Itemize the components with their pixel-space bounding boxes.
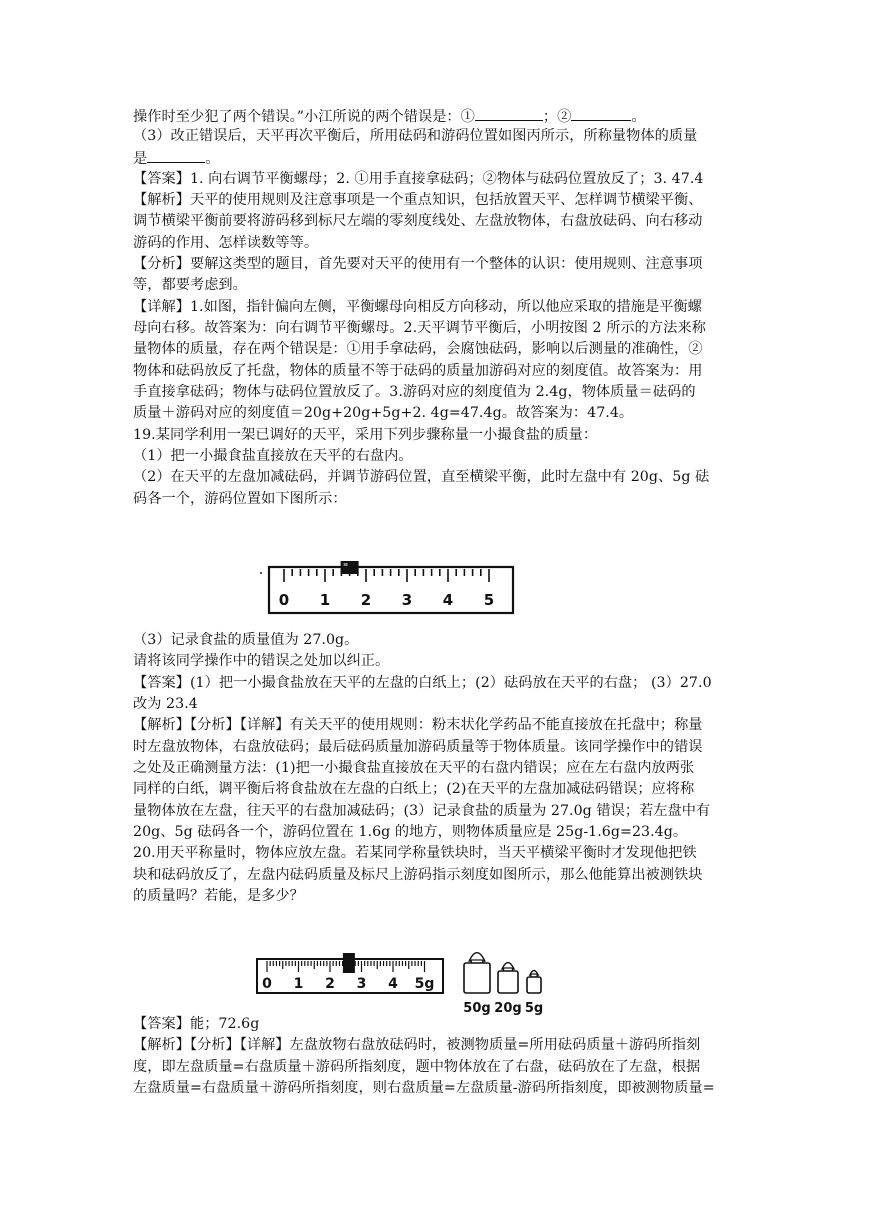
scale-label: 0 xyxy=(262,976,272,992)
text-line: 等，都要考虑到。 xyxy=(133,277,247,293)
answer-blank xyxy=(571,106,631,121)
text-line: （3）记录食盐的质量值为 27.0g。 xyxy=(133,632,359,648)
text-line: 时左盘放物体，右盘放砝码；最后砝码质量加游码质量等于物体质量。该同学操作中的错误 xyxy=(133,739,703,755)
scale-label: 0 xyxy=(278,591,290,609)
rider-marker xyxy=(341,561,359,574)
rider-scale-figure-2 xyxy=(252,935,552,1019)
weight-label: 50g xyxy=(463,1001,491,1015)
text-line: 【详解】1.如图，指针偏向左侧，平衡螺母向相反方向移动，所以他应采取的措施是平衡螺 xyxy=(133,299,702,315)
rider-highlight xyxy=(344,563,348,566)
text-line: 是 。 xyxy=(133,148,220,168)
text-line: 码各一个，游码位置如下图所示： xyxy=(133,491,347,507)
text-line: 游码的作用、怎样读数等等。 xyxy=(133,235,319,251)
scale-label: 4 xyxy=(388,976,398,992)
scale-label: 3 xyxy=(356,976,367,992)
rider-marker xyxy=(343,953,355,973)
text-line: 【答案】1. 向右调节平衡螺母；2. ①用手直接拿砝码；②物体与砝码位置放反了；3. 47.4 xyxy=(133,171,704,187)
text-line: 度，即左盘质量=右盘质量＋游码所指刻度，题中物体放在了右盘，砝码放在了左盘，根据 xyxy=(133,1059,701,1075)
text-line: 【解析】【分析】【详解】有关天平的使用规则：粉末状化学药品不能直接放在托盘中；称量 xyxy=(133,717,703,733)
rider-scale-figure-1 xyxy=(255,555,525,623)
text-line: 左盘质量=右盘质量＋游码所指刻度，则右盘质量=左盘质量-游码所指刻度，即被测物质量= xyxy=(133,1080,715,1096)
text-line: 改为 23.4 xyxy=(133,696,198,712)
text-line: 【解析】天平的使用规则及注意事项是一个重点知识，包括放置天平、怎样调节横梁平衡、 xyxy=(133,192,703,208)
text-line: 【解析】【分析】【详解】左盘放物右盘放砝码时，被测物质量=所用砝码质量＋游码所指刻 xyxy=(133,1037,701,1053)
weight-5g xyxy=(525,971,543,1015)
text-line: （1）把一小撮食盐直接放在天平的右盘内。 xyxy=(133,448,413,464)
text-line: 20g、5g 砝码各一个，游码位置在 1.6g 的地方，则物体质量应是 25g-1.6g=23.4g。 xyxy=(133,824,688,840)
text-line: 调节横梁平衡前要将游码移到标尺左端的零刻度线处、左盘放物体，右盘放砝码、向右移动 xyxy=(133,213,703,229)
rider-scale-with-weights xyxy=(252,935,552,1015)
scale-label: 1 xyxy=(293,976,304,992)
text-line: 同样的白纸，调平衡后将食盐放在左盘的白纸上；(2)在天平的左盘加减砝码错误；应将称 xyxy=(133,781,695,797)
weight-label: 5g xyxy=(524,1001,544,1015)
scale-label: 2 xyxy=(325,976,335,992)
scale-label: 5 xyxy=(483,591,495,609)
text-line: 【分析】要解这类型的题目，首先要对天平的使用有一个整体的认识：使用规则、注意事项 xyxy=(133,256,703,272)
text-line: 的质量吗？若能，是多少？ xyxy=(133,888,304,904)
scale-label: 2 xyxy=(360,591,372,609)
text-line: 请将该同学操作中的错误之处加以纠正。 xyxy=(133,653,390,669)
scale-label: 1 xyxy=(319,591,331,609)
question-19: 19.某同学利用一架已调好的天平，采用下列步骤称量一小撮食盐的质量： xyxy=(133,427,598,443)
text-line: 量物体放在左盘，往天平的右盘加减砝码；(3）记录食盐的质量为 27.0g 错误；若左盘中有 xyxy=(133,803,711,819)
text-line: 【答案】能；72.6g xyxy=(133,1016,260,1032)
text-line: 母向右移。故答案为：向右调节平衡螺母。2.天平调节平衡后，小明按图 2 所示的方法来称 xyxy=(133,320,706,336)
text-line: 块和砝码放反了，左盘内砝码质量及标尺上游码指示刻度如图所示，那么他能算出被测铁块 xyxy=(133,867,703,883)
rider-scale-1 xyxy=(255,555,525,619)
answer-blank xyxy=(475,106,543,121)
weight-label: 20g xyxy=(494,1001,522,1015)
text-line: 量物体的质量，存在两个错误是：①用手拿砝码，会腐蚀砝码，影响以后测量的准确性，② xyxy=(133,341,703,357)
text-line: 之处及正确测量方法：(1)把一小撮食盐直接放在天平的右盘内错误；应在左右盘内放两张 xyxy=(133,760,695,776)
text-line: 手直接拿砝码；物体与砝码位置放反了。3.游码对应的刻度值为 2.4g，物体质量＝砝码的 xyxy=(133,384,696,400)
scale-label: 3 xyxy=(401,591,413,609)
text-line: （3）改正错误后，天平再次平衡后，所用砝码和游码位置如图丙所示，所称量物体的质量 xyxy=(133,128,698,144)
text-line: 物体和砝码放反了托盘，物体的质量不等于砝码的质量加游码对应的刻度值。故答案为：用 xyxy=(133,363,703,379)
scale-label: 4 xyxy=(442,591,454,609)
weight-20g xyxy=(494,963,521,1015)
text-line: （2）在天平的左盘加减砝码，并调节游码位置，直至横梁平衡，此时左盘中有 20g、5g 砝 xyxy=(133,469,710,485)
question-20: 20.用天平称量时，物体应放左盘。若某同学称量铁块时，当天平横梁平衡时才发现他把铁 xyxy=(133,845,697,861)
weight-50g xyxy=(463,953,490,1015)
answer-blank xyxy=(147,148,205,163)
text-line: 质量＋游码对应的刻度值＝20g+20g+5g+2. 4g=47.4g。故答案为：47.4。 xyxy=(133,405,634,421)
scale-label: 5g xyxy=(414,976,435,992)
text-line: 【答案】(1）把一小撮食盐放在天平的左盘的白纸上；(2）砝码放在天平的右盘； (3）27.0 xyxy=(133,675,712,691)
text-line: 操作时至少犯了两个错误。”小江所说的两个错误是：① ；② 。 xyxy=(133,106,646,126)
